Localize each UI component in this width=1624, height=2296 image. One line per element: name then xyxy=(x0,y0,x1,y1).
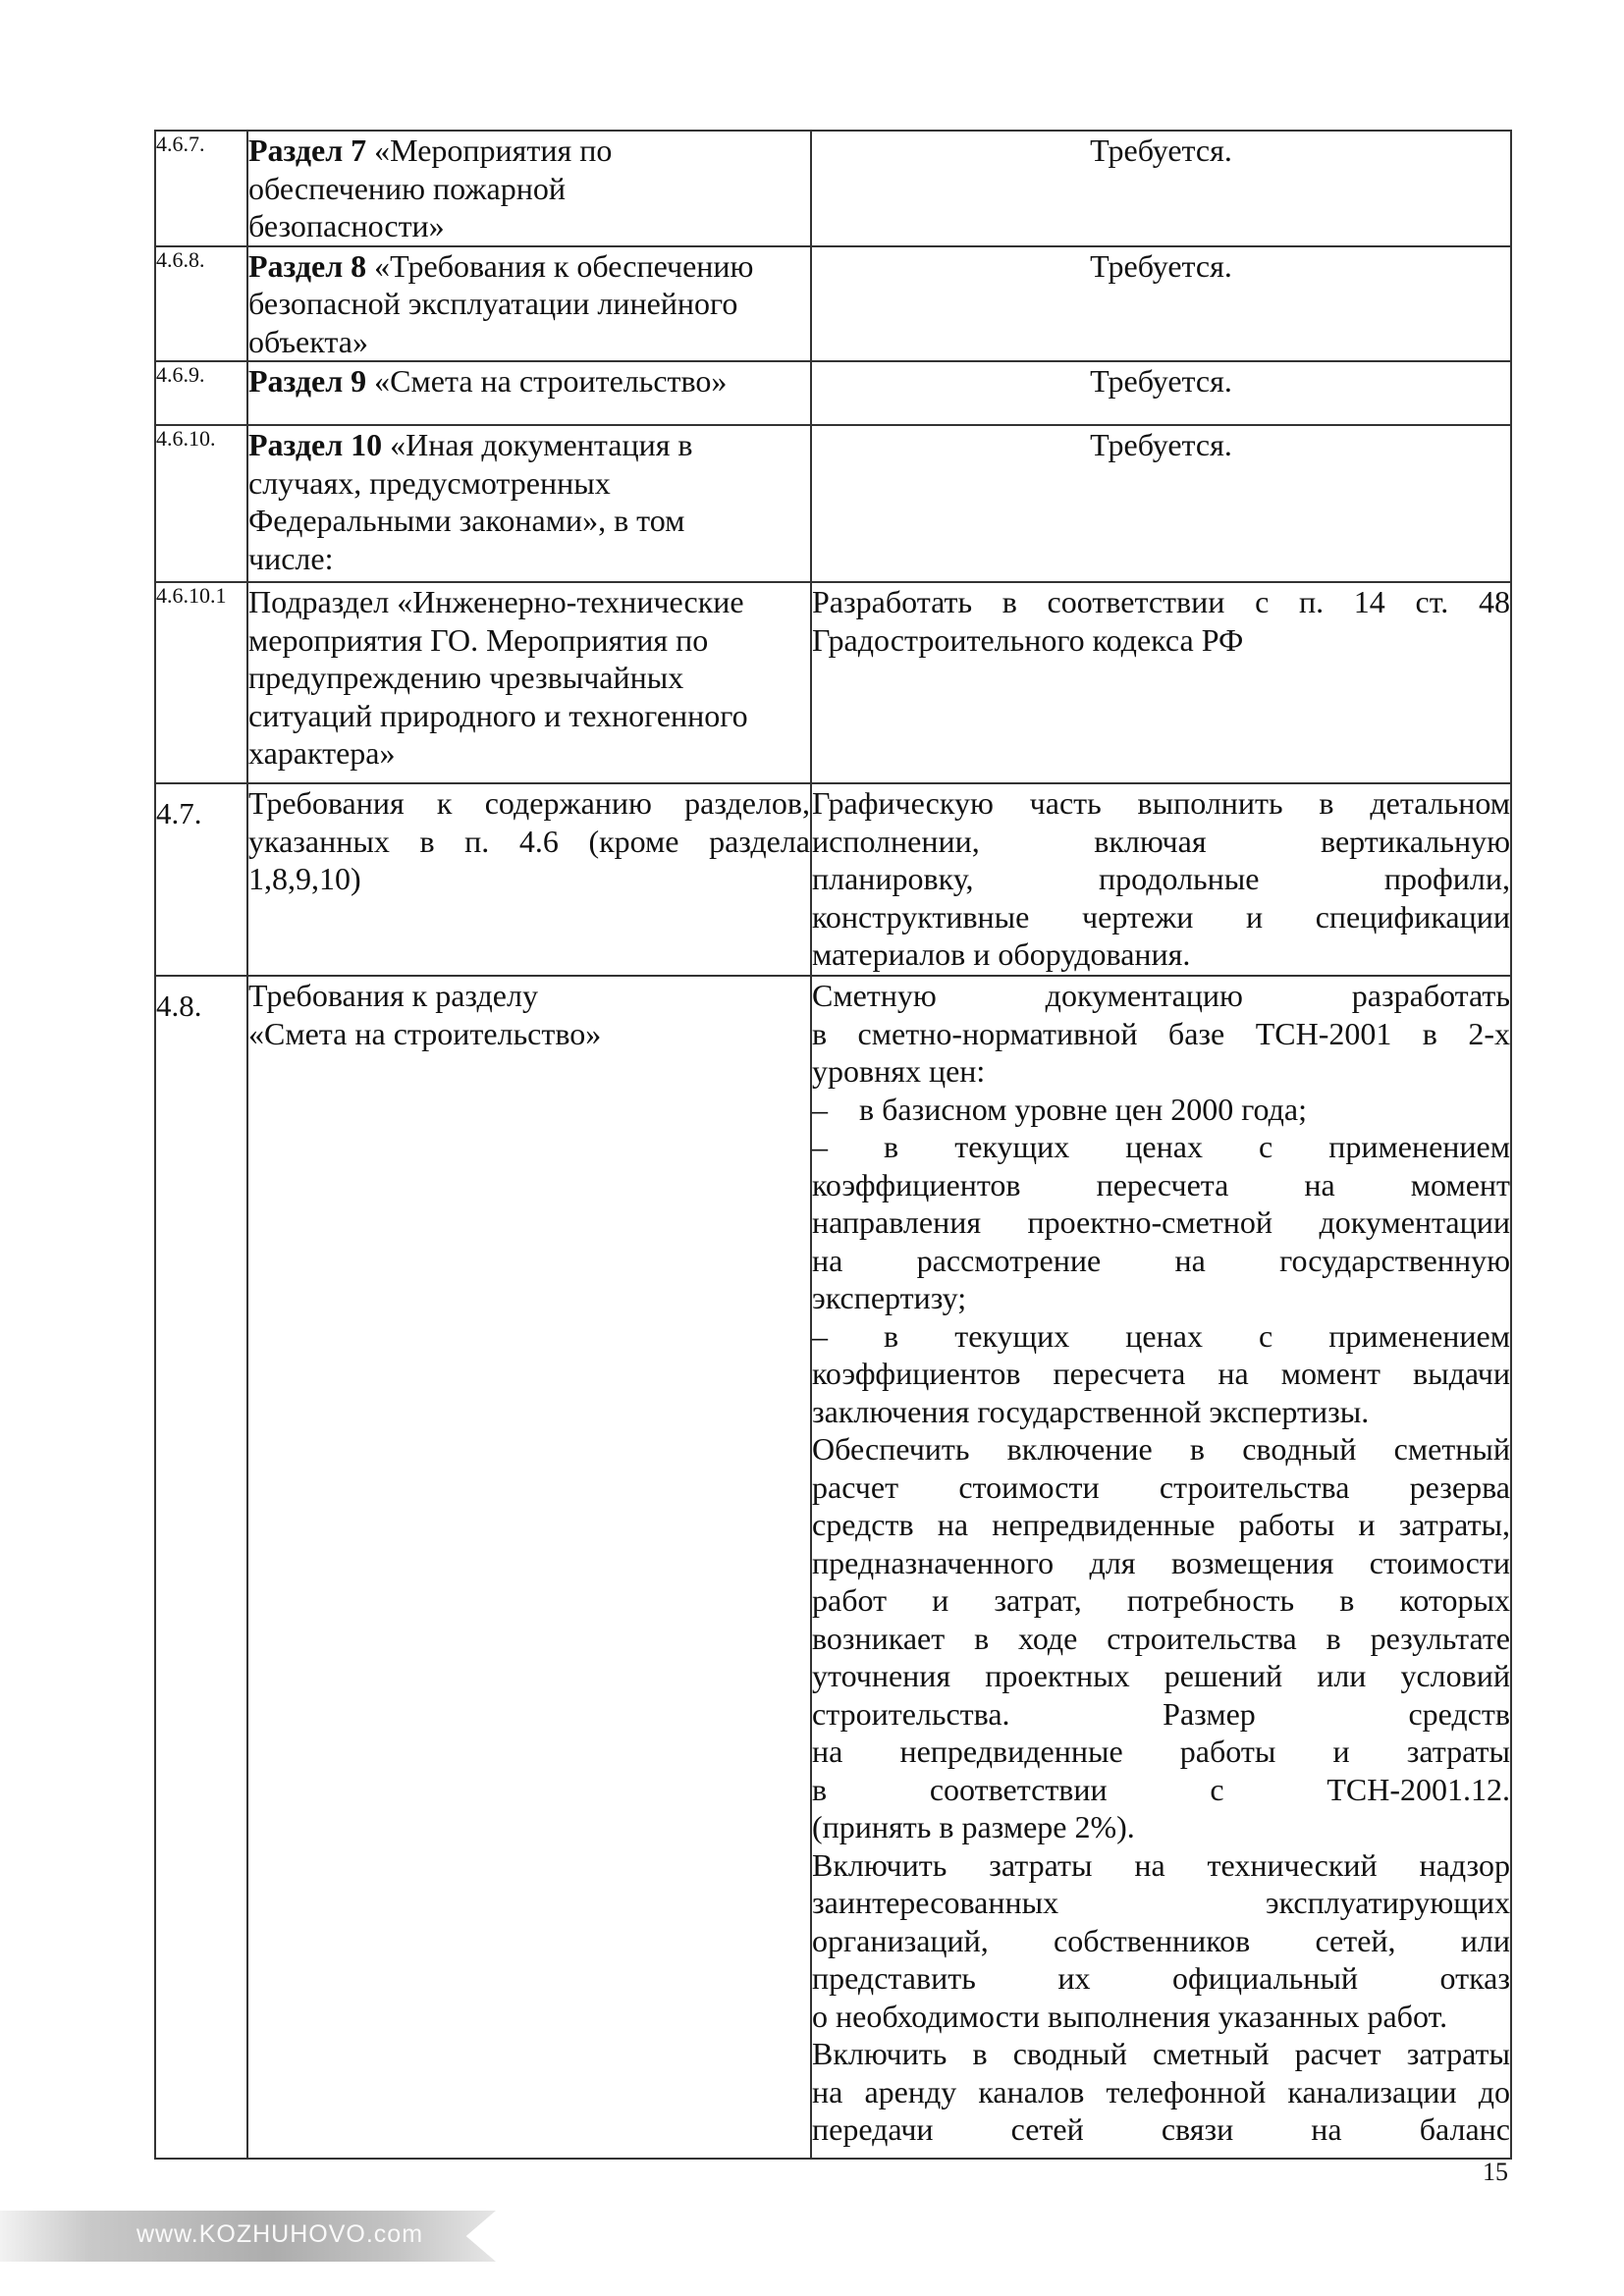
row-number: 4.6.10.1 xyxy=(155,582,247,783)
table-row xyxy=(155,582,1511,783)
row-requirement: Раздел 8 «Требования к обеспечению безопасной эксплуатации линейного объекта» xyxy=(247,246,811,362)
row-number: 4.6.7. xyxy=(155,131,247,246)
section-label: Раздел 9 xyxy=(248,363,367,399)
table-row xyxy=(155,131,1511,246)
row-requirement: Требования к содержанию разделов, указанных в п. 4.6 (кроме раздела 1,8,9,10) xyxy=(247,783,811,976)
row-number: 4.8. xyxy=(155,976,247,2159)
table-row xyxy=(155,361,1511,425)
section-label: Раздел 10 xyxy=(248,427,383,462)
row-value: Требуется. xyxy=(811,361,1511,425)
row-value: Сметную документацию разработать в сметно-нормативной базе ТСН-2001 в 2-х уровнях цен: – в базисном уровне цен 2000 года; – в текущих ценах с применением коэффициентов пересчета на момент направления проектно-сметной документации на рассмотрение на государственную экспертизу; – в текущих ценах с применением коэффициентов пересчета на момент выдачи заключения государственной экспертизы. Обеспечить включение в сводный сметный расчет стоимости строительства резерва средств на непредвиденные работы и затраты, предназначенного для возмещения стоимости работ и затрат, потребность в которых возникает в ходе строительства в результате уточнения проектных решений или условий строительства. Размер средств на непредвиденные работы и затраты в соответствии с ТСН-2001.12. (принять в размере 2%). Включить затраты на технический надзор заинтересованных эксплуатирующих организаций, собственников сетей, или представить их официальный отказ о необходимости выполнения указанных работ. Включить в сводный сметный расчет затраты на аренду каналов телефонной канализации до передачи сетей связи на баланс xyxy=(811,976,1511,2159)
row-value: Разработать в соответствии с п. 14 ст. 48 Градостроительного кодекса РФ xyxy=(811,582,1511,783)
row-number: 4.6.10. xyxy=(155,425,247,582)
section-label: Раздел 8 xyxy=(248,247,367,284)
section-label: Раздел 7 xyxy=(248,133,367,168)
row-number: 4.7. xyxy=(155,783,247,976)
requirements-table xyxy=(154,130,1512,2160)
row-requirement: Подраздел «Инженерно-технические мероприятия ГО. Мероприятия по предупреждению чрезвычайных ситуаций природного и техногенного характера» xyxy=(247,582,811,783)
row-value: Графическую часть выполнить в детальном исполнении, включая вертикальную планировку, продольные профили, конструктивные чертежи и спецификации материалов и оборудования. xyxy=(811,783,1511,976)
row-requirement: Раздел 7 «Мероприятия по обеспечению пожарной безопасности» xyxy=(247,131,811,246)
row-value: Требуется. xyxy=(811,131,1511,246)
row-value: Требуется. xyxy=(811,425,1511,582)
site-url: www.KOZHUHOVO.com xyxy=(136,2220,424,2248)
table-row xyxy=(155,783,1511,976)
row-requirement: Требования к разделу «Смета на строительство» xyxy=(247,976,811,2159)
row-number: 4.6.9. xyxy=(155,361,247,425)
row-requirement: Раздел 9 «Смета на строительство» xyxy=(247,361,811,425)
table-row xyxy=(155,425,1511,582)
page-number: 15 xyxy=(1483,2158,1508,2186)
table-row xyxy=(155,246,1511,362)
row-number: 4.6.8. xyxy=(155,246,247,362)
row-requirement: Раздел 10 «Иная документация в случаях, предусмотренных Федеральными законами», в том числе: xyxy=(247,425,811,582)
table-row xyxy=(155,976,1511,2159)
row-value: Требуется. xyxy=(811,246,1511,362)
